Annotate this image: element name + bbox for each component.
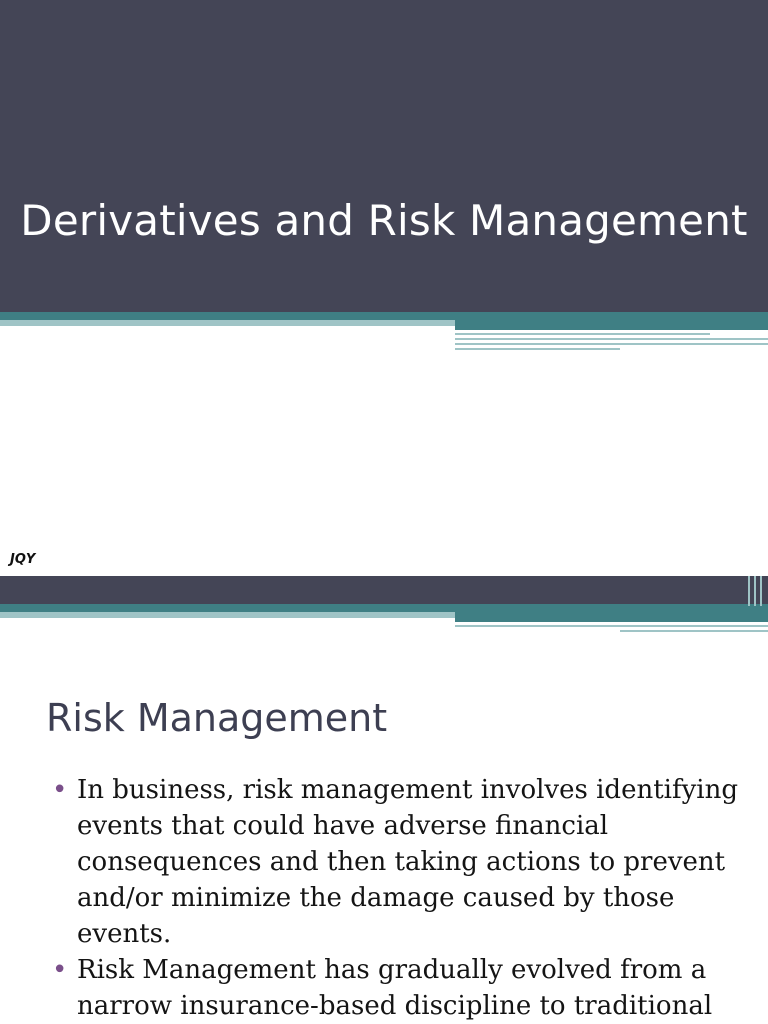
accent-block [455,320,768,330]
teal-stripe [0,312,768,320]
bullet-text: Risk Management has gradually evolved from a narrow insurance-based discipline to traditional [77,955,713,1021]
teal-stripe [0,604,768,612]
vertical-tick [754,576,756,606]
list-item [52,772,752,952]
content-slide [0,576,768,1024]
vertical-tick [748,576,750,606]
accent-block [455,612,768,622]
bullet-icon: • [52,955,68,985]
accent-line [455,343,768,345]
section-title: Risk Management [46,696,388,740]
list-item [52,952,752,1024]
accent-line [455,625,768,627]
author-label: JQY [10,552,36,567]
bullet-text: In business, risk management involves identifying events that could have adverse financial consequences and then taking actions to prevent and/or minimize the damage caused by those events. [77,775,738,949]
header-bar [0,576,768,604]
accent-line [455,333,710,335]
slide-title: Derivatives and Risk Management [20,196,748,245]
bullet-list [52,772,752,1024]
title-band [0,0,768,312]
vertical-tick [760,576,762,606]
light-stripe [0,320,455,326]
bullet-icon: • [52,775,68,805]
accent-line [455,338,768,340]
accent-line [455,348,620,350]
light-stripe [0,612,455,618]
accent-line [620,630,768,632]
